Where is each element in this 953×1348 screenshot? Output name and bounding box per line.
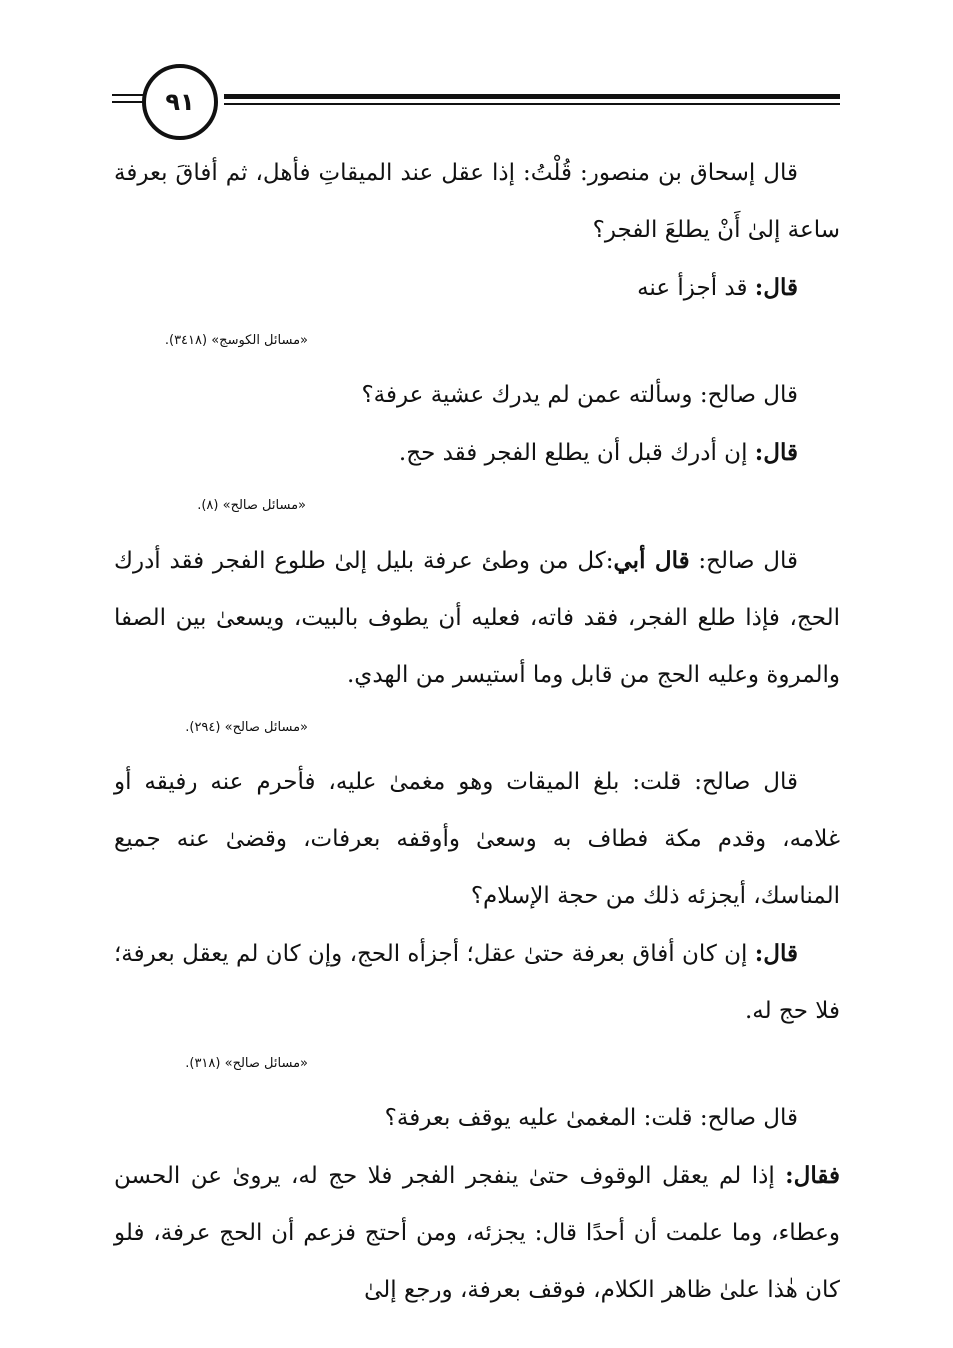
header-thin-rule [224, 103, 840, 105]
page-number-badge [142, 64, 218, 140]
answer-label: قال: [754, 274, 798, 301]
paragraph-label: قال أبي [613, 547, 690, 574]
paragraph-2: قال صالح: وسألته عمن لم يدرك عشية عرفة؟ [361, 382, 798, 408]
answer-3 [114, 925, 840, 1040]
header-thick-rule [224, 94, 840, 99]
page-number: ٩١ [165, 88, 195, 116]
answer-1 [114, 259, 840, 317]
citation-4: «مسائل صالح» (٣١٨). [185, 1056, 308, 1071]
answer-label: قال: [754, 940, 798, 967]
answer-text: إذا لم يعقل الوقوف حتىٰ ينفجر الفجر فلا حج له، يروىٰ عن الحسن وعطاء، وما علمت أن أحدًا قال: يجزئه، ومن أحتج فزعم أن الحج عرفة، فلو كان هٰذا علىٰ ظاهر الكلام، فوقف بعرفة، ورجع إلىٰ [114, 1163, 840, 1303]
answer-2 [114, 424, 840, 482]
answer-text: إن أدرك قبل أن يطلع الفجر فقد حج. [398, 440, 755, 466]
paragraph-4: قال صالح: قلت: بلغ الميقات وهو مغمىٰ عليه، فأحرم عنه رفيقه أو غلامه، وقدم مكة فطاف به وسعىٰ وأوقفه بعرفات، وقضىٰ عنه جميع المناسك، أيجزئه ذلك من حجة الإسلام؟ [114, 769, 840, 909]
paragraph-prefix: قال صالح: [689, 548, 799, 574]
answer-4 [114, 1147, 840, 1319]
page-body [114, 145, 840, 1319]
citation-1: «مسائل الكوسج» (٣٤١٨). [164, 333, 308, 348]
citation-2: «مسائل صالح» (٨). [197, 498, 306, 513]
paragraph-3 [114, 532, 840, 704]
answer-text: إن كان أفاق بعرفة حتىٰ عقل؛ أجزأه الحج، وإن كان لم يعقل بعرفة؛ فلا حج له. [114, 941, 840, 1024]
paragraph-text: :كل من وطئ عرفة بليل إلىٰ طلوع الفجر فقد أدرك الحج، فإذا طلع الفجر، فقد فاته، فعليه أن يطوف بالبيت، ويسعىٰ بين الصفا والمروة وعليه الحج من قابل وما أستيسر من الهدي. [114, 548, 840, 688]
answer-text: قد أجزأ عنه [637, 275, 755, 301]
paragraph-1: قال إسحاق بن منصور: قُلْتُ: إذا عقل عند الميقاتِ فأهل، ثم أفاقَ بعرفة ساعة إلىٰ أَنْ يطلعَ الفجر؟ [114, 160, 840, 243]
answer-label: فقال: [785, 1162, 840, 1189]
page-header [112, 62, 840, 142]
citation-3: «مسائل صالح» (٢٩٤). [185, 720, 308, 735]
answer-label: قال: [754, 439, 798, 466]
paragraph-5: قال صالح: قلت: المغمىٰ عليه يوقف بعرفة؟ [384, 1105, 798, 1131]
